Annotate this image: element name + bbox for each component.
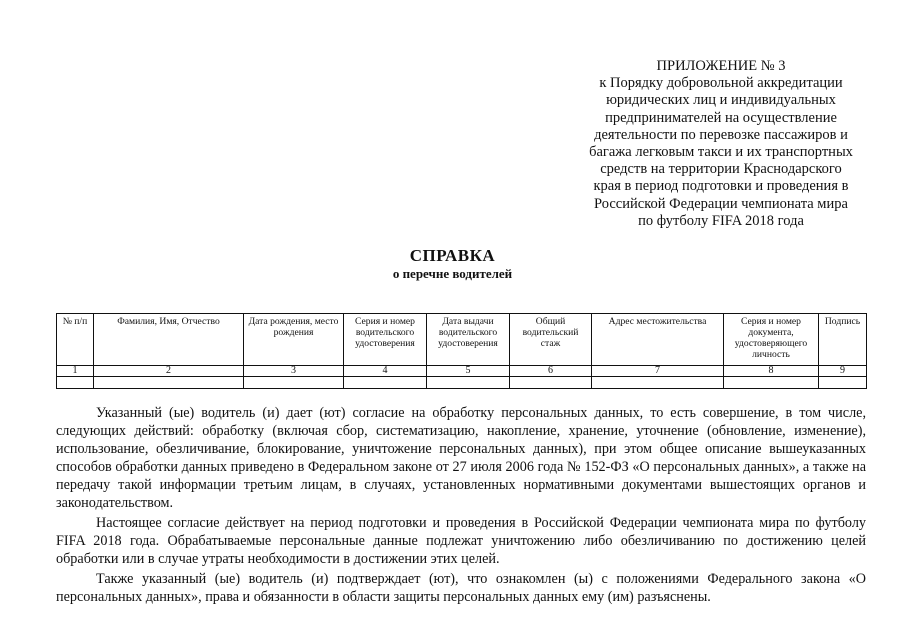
appendix-line: по футболу FIFA 2018 года: [638, 212, 804, 229]
table-row: [57, 377, 867, 389]
header-cell-id-document: Серия и номер документа, удостоверяющего личность: [724, 314, 819, 366]
validity-paragraph: Настоящее согласие действует на период подготовки и проведения в Российской Федерации чемпионата мира по футболу FIFA 2018 года. Обрабатываемые персональные данные подлежат уничтожению либо обезличиванию по достижению целей обработки или в случае утраты необходимости в достижении этих целей.: [56, 515, 866, 567]
document-title: СПРАВКА: [409, 246, 496, 265]
appendix-line: края в период подготовки и проведения в: [593, 178, 849, 195]
header-cell-address: Адрес местожительства: [592, 314, 724, 366]
column-number-cell: 1: [57, 366, 94, 377]
appendix-line: предпринимателей на осуществление: [605, 109, 837, 126]
empty-cell: [592, 377, 724, 389]
column-number-cell: 9: [819, 366, 867, 377]
empty-cell: [427, 377, 510, 389]
consent-text: [56, 404, 866, 608]
appendix-line: средств на территории Краснодарского: [600, 161, 842, 178]
column-number-cell: 6: [510, 366, 592, 377]
column-number-cell: 5: [427, 366, 510, 377]
header-cell-number: № п/п: [57, 314, 94, 366]
empty-cell: [57, 377, 94, 389]
column-number-cell: 7: [592, 366, 724, 377]
table-header-row: [57, 314, 867, 366]
appendix-line: Российской Федерации чемпионата мира: [594, 195, 848, 212]
acknowledgement-paragraph: Также указанный (ые) водитель (и) подтверждает (ют), что ознакомлен (ы) с положениями Федерального закона «О персональных данных», права и обязанности в области защиты персональных данных ему (им) разъяснены.: [56, 571, 866, 605]
empty-cell: [724, 377, 819, 389]
empty-cell: [94, 377, 244, 389]
header-cell-birth: Дата рождения, место рождения: [244, 314, 344, 366]
drivers-table: [56, 313, 867, 389]
empty-cell: [819, 377, 867, 389]
empty-cell: [344, 377, 427, 389]
header-cell-license-date: Дата выдачи водительского удостоверения: [427, 314, 510, 366]
appendix-line: багажа легковым такси и их транспортных: [589, 144, 853, 161]
document-subtitle: о перечне водителей: [392, 266, 513, 281]
consent-paragraph: Указанный (ые) водитель (и) дает (ют) согласие на обработку персональных данных, то есть совершение, в том числе, следующих действий: обработку (включая сбор, систематизацию, накопление, хранение, уточнение (обновление, изменение), использование, обезличивание, блокирование, уничтожение персональных данных), при этом общее описание вышеуказанных способов обработки данных приведено в Федеральном законе от 27 июля 2006 года № 152-ФЗ «О персональных данных», а также на передачу такой информации третьим лицам, в случаях, установленных нормативными документами вышестоящих органов и законодательством.: [56, 405, 866, 511]
appendix-header: [576, 58, 866, 230]
table-number-row: [57, 366, 867, 377]
appendix-line: деятельности по перевозке пассажиров и: [594, 126, 848, 143]
column-number-cell: 8: [724, 366, 819, 377]
column-number-cell: 2: [94, 366, 244, 377]
column-number-cell: 3: [244, 366, 344, 377]
empty-cell: [244, 377, 344, 389]
appendix-line: юридических лиц и индивидуальных: [606, 92, 836, 109]
appendix-line: к Порядку добровольной аккредитации: [599, 75, 843, 92]
empty-cell: [510, 377, 592, 389]
header-cell-experience: Общий водительский стаж: [510, 314, 592, 366]
header-cell-license-number: Серия и номер водительского удостоверения: [344, 314, 427, 366]
header-cell-full-name: Фамилия, Имя, Отчество: [94, 314, 244, 366]
header-cell-signature: Подпись: [819, 314, 867, 366]
column-number-cell: 4: [344, 366, 427, 377]
appendix-number: ПРИЛОЖЕНИЕ № 3: [656, 58, 786, 74]
